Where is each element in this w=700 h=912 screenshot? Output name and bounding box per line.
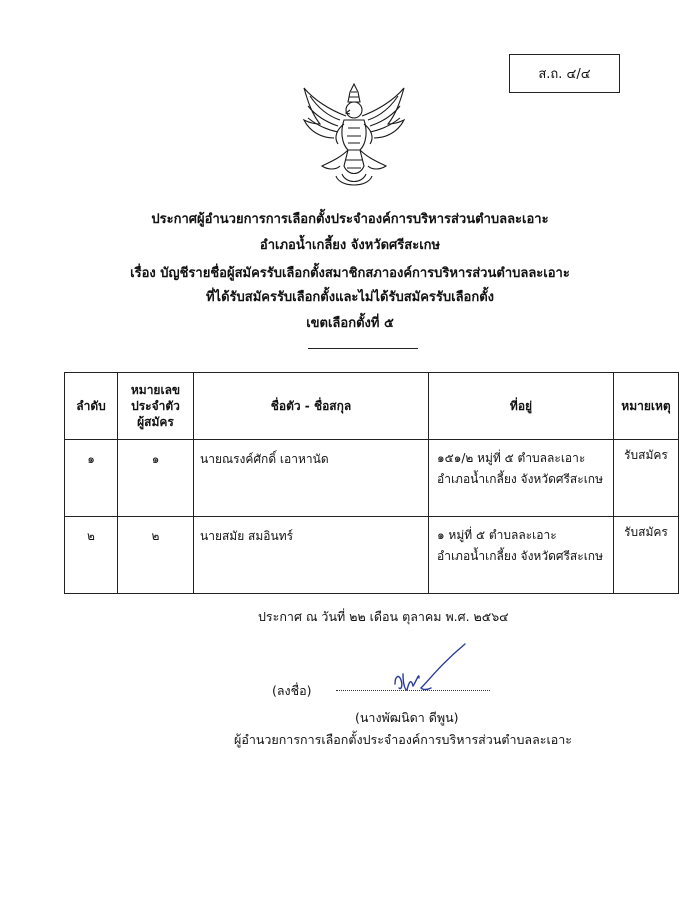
heading-line-2: อำเภอน้ำเกลี้ยง จังหวัดศรีสะเกษ: [259, 238, 441, 253]
form-code: ส.ถ. ๔/๔: [538, 67, 591, 82]
row-order: ๒: [65, 517, 118, 594]
table-row: [65, 517, 679, 594]
row-number: ๑: [118, 440, 194, 517]
header-order: ลำดับ: [65, 373, 118, 440]
row-name: นายสมัย สมอินทร์: [194, 517, 429, 594]
heading-line-3: เรื่อง บัญชีรายชื่อผู้สมัครรับเลือกตั้งสมาชิกสภาองค์การบริหารส่วนตำบลละเอาะ: [130, 266, 570, 281]
sign-label: (ลงชื่อ): [272, 683, 312, 698]
row-address: [429, 440, 614, 517]
header-name: ชื่อตัว - ชื่อสกุล: [194, 373, 429, 440]
row-order: ๑: [65, 440, 118, 517]
row-name: นายณรงค์ศักดิ์ เอาหานัด: [194, 440, 429, 517]
heading-line-4: ที่ได้รับสมัครรับเลือกตั้งและไม่ได้รับสมัครรับเลือกตั้ง: [205, 290, 495, 305]
header-address: ที่อยู่: [429, 373, 614, 440]
form-code-box: [509, 54, 620, 93]
header-number-text: หมายเลข ประจำตัว ผู้สมัคร: [130, 383, 181, 429]
announce-date: ประกาศ ณ วันที่ ๒๒ เดือน ตุลาคม พ.ศ. ๒๕๖๔: [258, 609, 509, 624]
row-address-line2: อำเภอน้ำเกลี้ยง จังหวัดศรีสะเกษ: [437, 549, 603, 563]
header-note: หมายเหตุ: [614, 373, 679, 440]
row-address: [429, 517, 614, 594]
handwritten-signature: [385, 640, 475, 700]
garuda-emblem-icon: [300, 80, 408, 190]
signer-name: (นางพัฒนิดา ดีพูน): [355, 710, 459, 725]
row-address-line2: อำเภอน้ำเกลี้ยง จังหวัดศรีสะเกษ: [437, 472, 603, 486]
table-row: [65, 440, 679, 517]
candidate-table: [64, 372, 679, 594]
heading-line-5: เขตเลือกตั้งที่ ๕: [306, 316, 394, 331]
row-note: รับสมัคร: [614, 517, 679, 594]
row-address-line1: ๑๕๑/๒ หมู่ที่ ๕ ตำบลละเอาะ: [437, 451, 586, 465]
row-address-line1: ๑ หมู่ที่ ๕ ตำบลละเอาะ: [437, 528, 557, 542]
signer-title: ผู้อำนวยการการเลือกตั้งประจำองค์การบริหารส่วนตำบลละเอาะ: [234, 732, 572, 747]
heading-line-1: ประกาศผู้อำนวยการการเลือกตั้งประจำองค์การบริหารส่วนตำบลละเอาะ: [151, 212, 549, 227]
row-number: ๒: [118, 517, 194, 594]
heading-underline: [308, 348, 418, 349]
table-header-row: [65, 373, 679, 440]
row-note: รับสมัคร: [614, 440, 679, 517]
header-number: [118, 373, 194, 440]
